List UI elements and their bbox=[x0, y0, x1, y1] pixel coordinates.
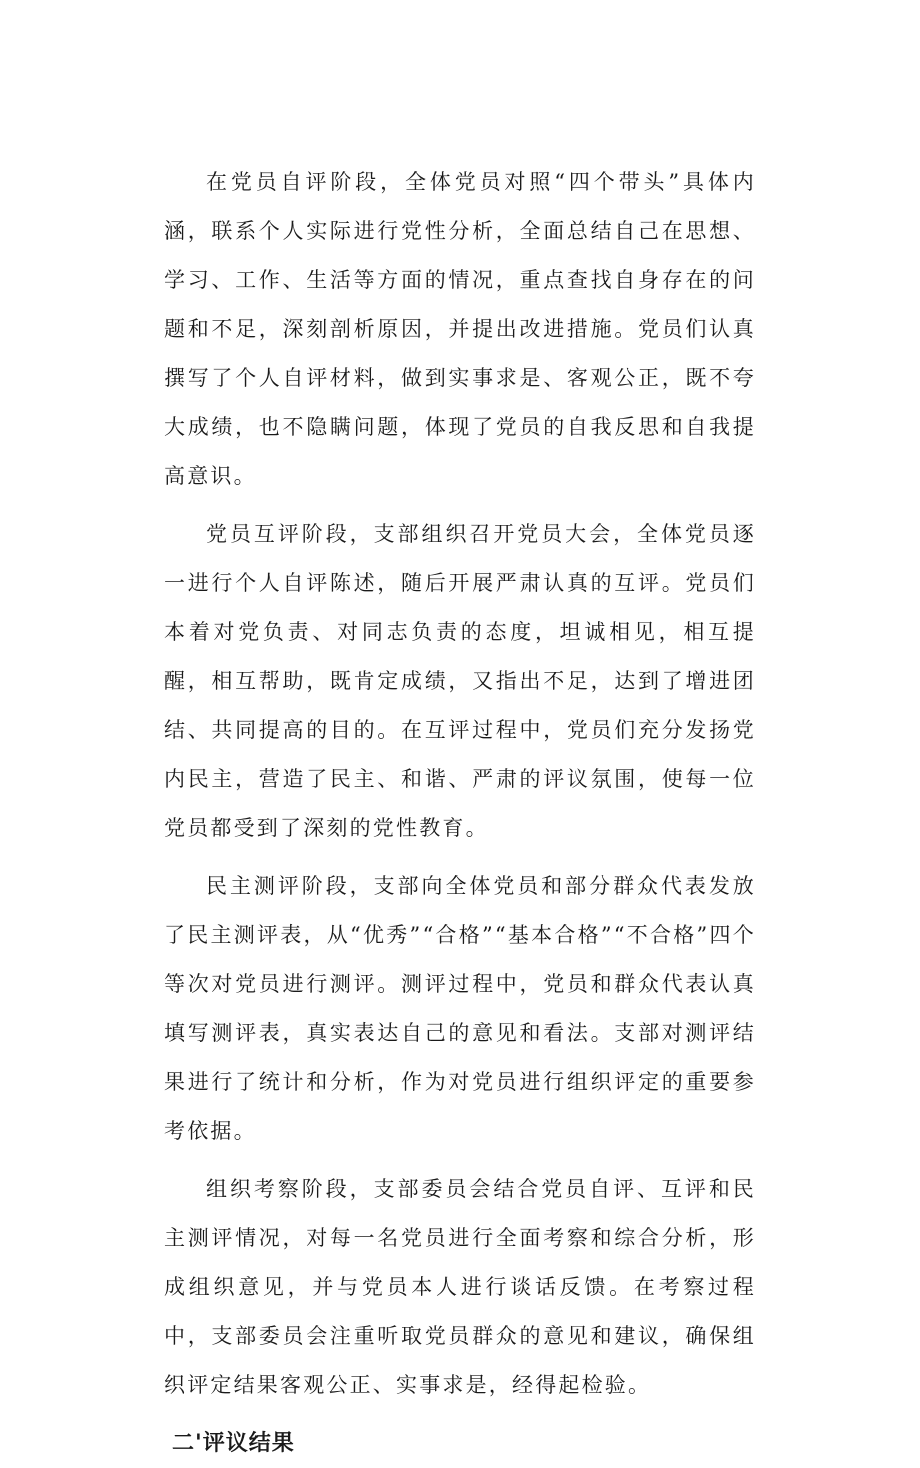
paragraph-democratic-assessment: 民主测评阶段，支部向全体党员和部分群众代表发放了民主测评表，从“优秀”“合格”“基本合格”“不合格”四个等次对党员进行测评。测评过程中，党员和群众代表认真填写测评表，真实表达自己的意见和看法。支部对测评结果进行了统计和分析，作为对党员进行组织评定的重要参考依据。 bbox=[164, 874, 756, 1143]
paragraph-mutual-evaluation: 党员互评阶段，支部组织召开党员大会，全体党员逐一进行个人自评陈述，随后开展严肃认真的互评。党员们本着对党负责、对同志负责的态度，坦诚相见，相互提醒，相互帮助，既肯定成绩，又指出不足，达到了增进团结、共同提高的目的。在互评过程中，党员们充分发扬党内民主，营造了民主、和谐、严肃的评议氛围，使每一位党员都受到了深刻的党性教育。 bbox=[164, 522, 756, 840]
section-heading-results: 二'评议结果 bbox=[172, 1431, 295, 1456]
paragraph-self-evaluation: 在党员自评阶段，全体党员对照“四个带头”具体内涵，联系个人实际进行党性分析，全面总结自己在思想、学习、工作、生活等方面的情况，重点查找自身存在的问题和不足，深刻剖析原因，并提出改进措施。党员们认真撰写了个人自评材料，做到实事求是、客观公正，既不夸大成绩，也不隐瞒问题，体现了党员的自我反思和自我提高意识。 bbox=[164, 170, 756, 488]
paragraph-organizational-review: 组织考察阶段，支部委员会结合党员自评、互评和民主测评情况，对每一名党员进行全面考察和综合分析，形成组织意见，并与党员本人进行谈话反馈。在考察过程中，支部委员会注重听取党员群众的意见和建议，确保组织评定结果客观公正、实事求是，经得起检验。 bbox=[164, 1177, 756, 1397]
document-body bbox=[164, 158, 756, 1468]
